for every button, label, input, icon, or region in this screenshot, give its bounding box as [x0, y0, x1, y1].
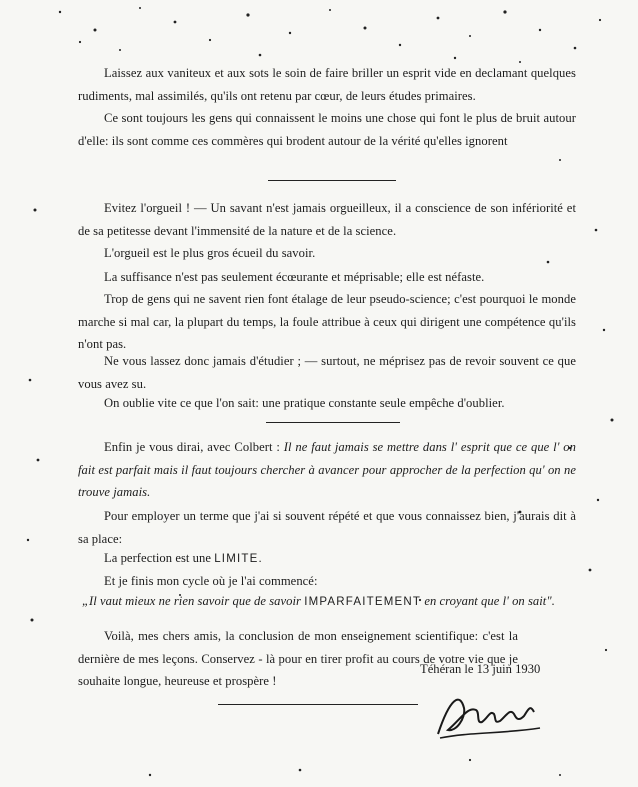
section-divider-1	[268, 180, 396, 181]
paragraph-13	[82, 590, 580, 614]
date-line: Téhéran le 13 juin 1930	[420, 662, 541, 676]
paragraph-4: L'orgueil est le plus gros écueil du savoir.	[104, 246, 316, 260]
paragraph-12: Et je finis mon cycle où je l'ai commencé:	[104, 574, 318, 588]
quote-part-b: en croyant que l' on sait".	[424, 594, 555, 608]
paragraph-9	[78, 436, 576, 504]
paragraph-5: La suffisance n'est pas seulement écœurante et méprisable; elle est néfaste.	[104, 270, 485, 284]
paragraph-14: Voilà, mes chers amis, la conclusion de mon enseignement scientifique: c'est la dernière de mes leçons. Conservez - là pour en tirer profit au cours de votre vie que je souhaite longue, heureuse et prospère !	[78, 629, 518, 688]
imparfaitement-word: IMPARFAITEMENT	[304, 596, 422, 608]
perfection-text: La perfection est une	[104, 551, 211, 565]
section-divider-2	[266, 422, 400, 423]
paragraph-10: Pour employer un terme que j'ai si souvent répété et que vous connaissez bien, j'aurais dit à sa place:	[78, 509, 576, 546]
quote-part-a: „Il vaut mieux ne rien savoir que de savoir	[82, 594, 301, 608]
colbert-quote: Il ne faut jamais se mettre dans l' esprit que ce que l' on fait est parfait mais il faut toujours chercher à avancer pour approcher de la perfection qu' on ne trouve jamais.	[78, 440, 576, 499]
paragraph-2: Ce sont toujours les gens qui connaissent le moins une chose qui font le plus de bruit autour d'elle: ils sont comme ces commères qui brodent autour de la vérité qu'elles ignorent	[78, 111, 576, 148]
paragraph-8: On oublie vite ce que l'on sait: une pratique constante seule empêche d'oublier.	[104, 396, 505, 410]
paragraph-3: Evitez l'orgueil ! — Un savant n'est jamais orgueilleux, il a conscience de son infériorité et de sa petitesse devant l'immensité de la nature et de la science.	[78, 201, 576, 238]
limite-word: LIMITE.	[214, 553, 263, 565]
paragraph-11	[78, 547, 576, 571]
paragraph-6: Trop de gens qui ne savent rien font étalage de leur pseudo-science; c'est pourquoi le monde marche si mal car, la plupart du temps, la foule attribue à ceux qui dirigent une compétence qu'ils n'ont pas.	[78, 292, 576, 351]
paragraph-1: Laissez aux vaniteux et aux sots le soin de faire briller un esprit vide en declamant quelques rudiments, mal assimilés, qu'ils ont retenu par cœur, de leurs études primaires.	[78, 66, 576, 103]
paragraph-7: Ne vous lassez donc jamais d'étudier ; — surtout, ne méprisez pas de revoir souvent ce que vous avez su.	[78, 354, 576, 391]
closing-divider	[218, 704, 418, 705]
signature-image	[430, 688, 550, 743]
colbert-intro: Enfin je vous dirai, avec Colbert :	[104, 440, 280, 454]
